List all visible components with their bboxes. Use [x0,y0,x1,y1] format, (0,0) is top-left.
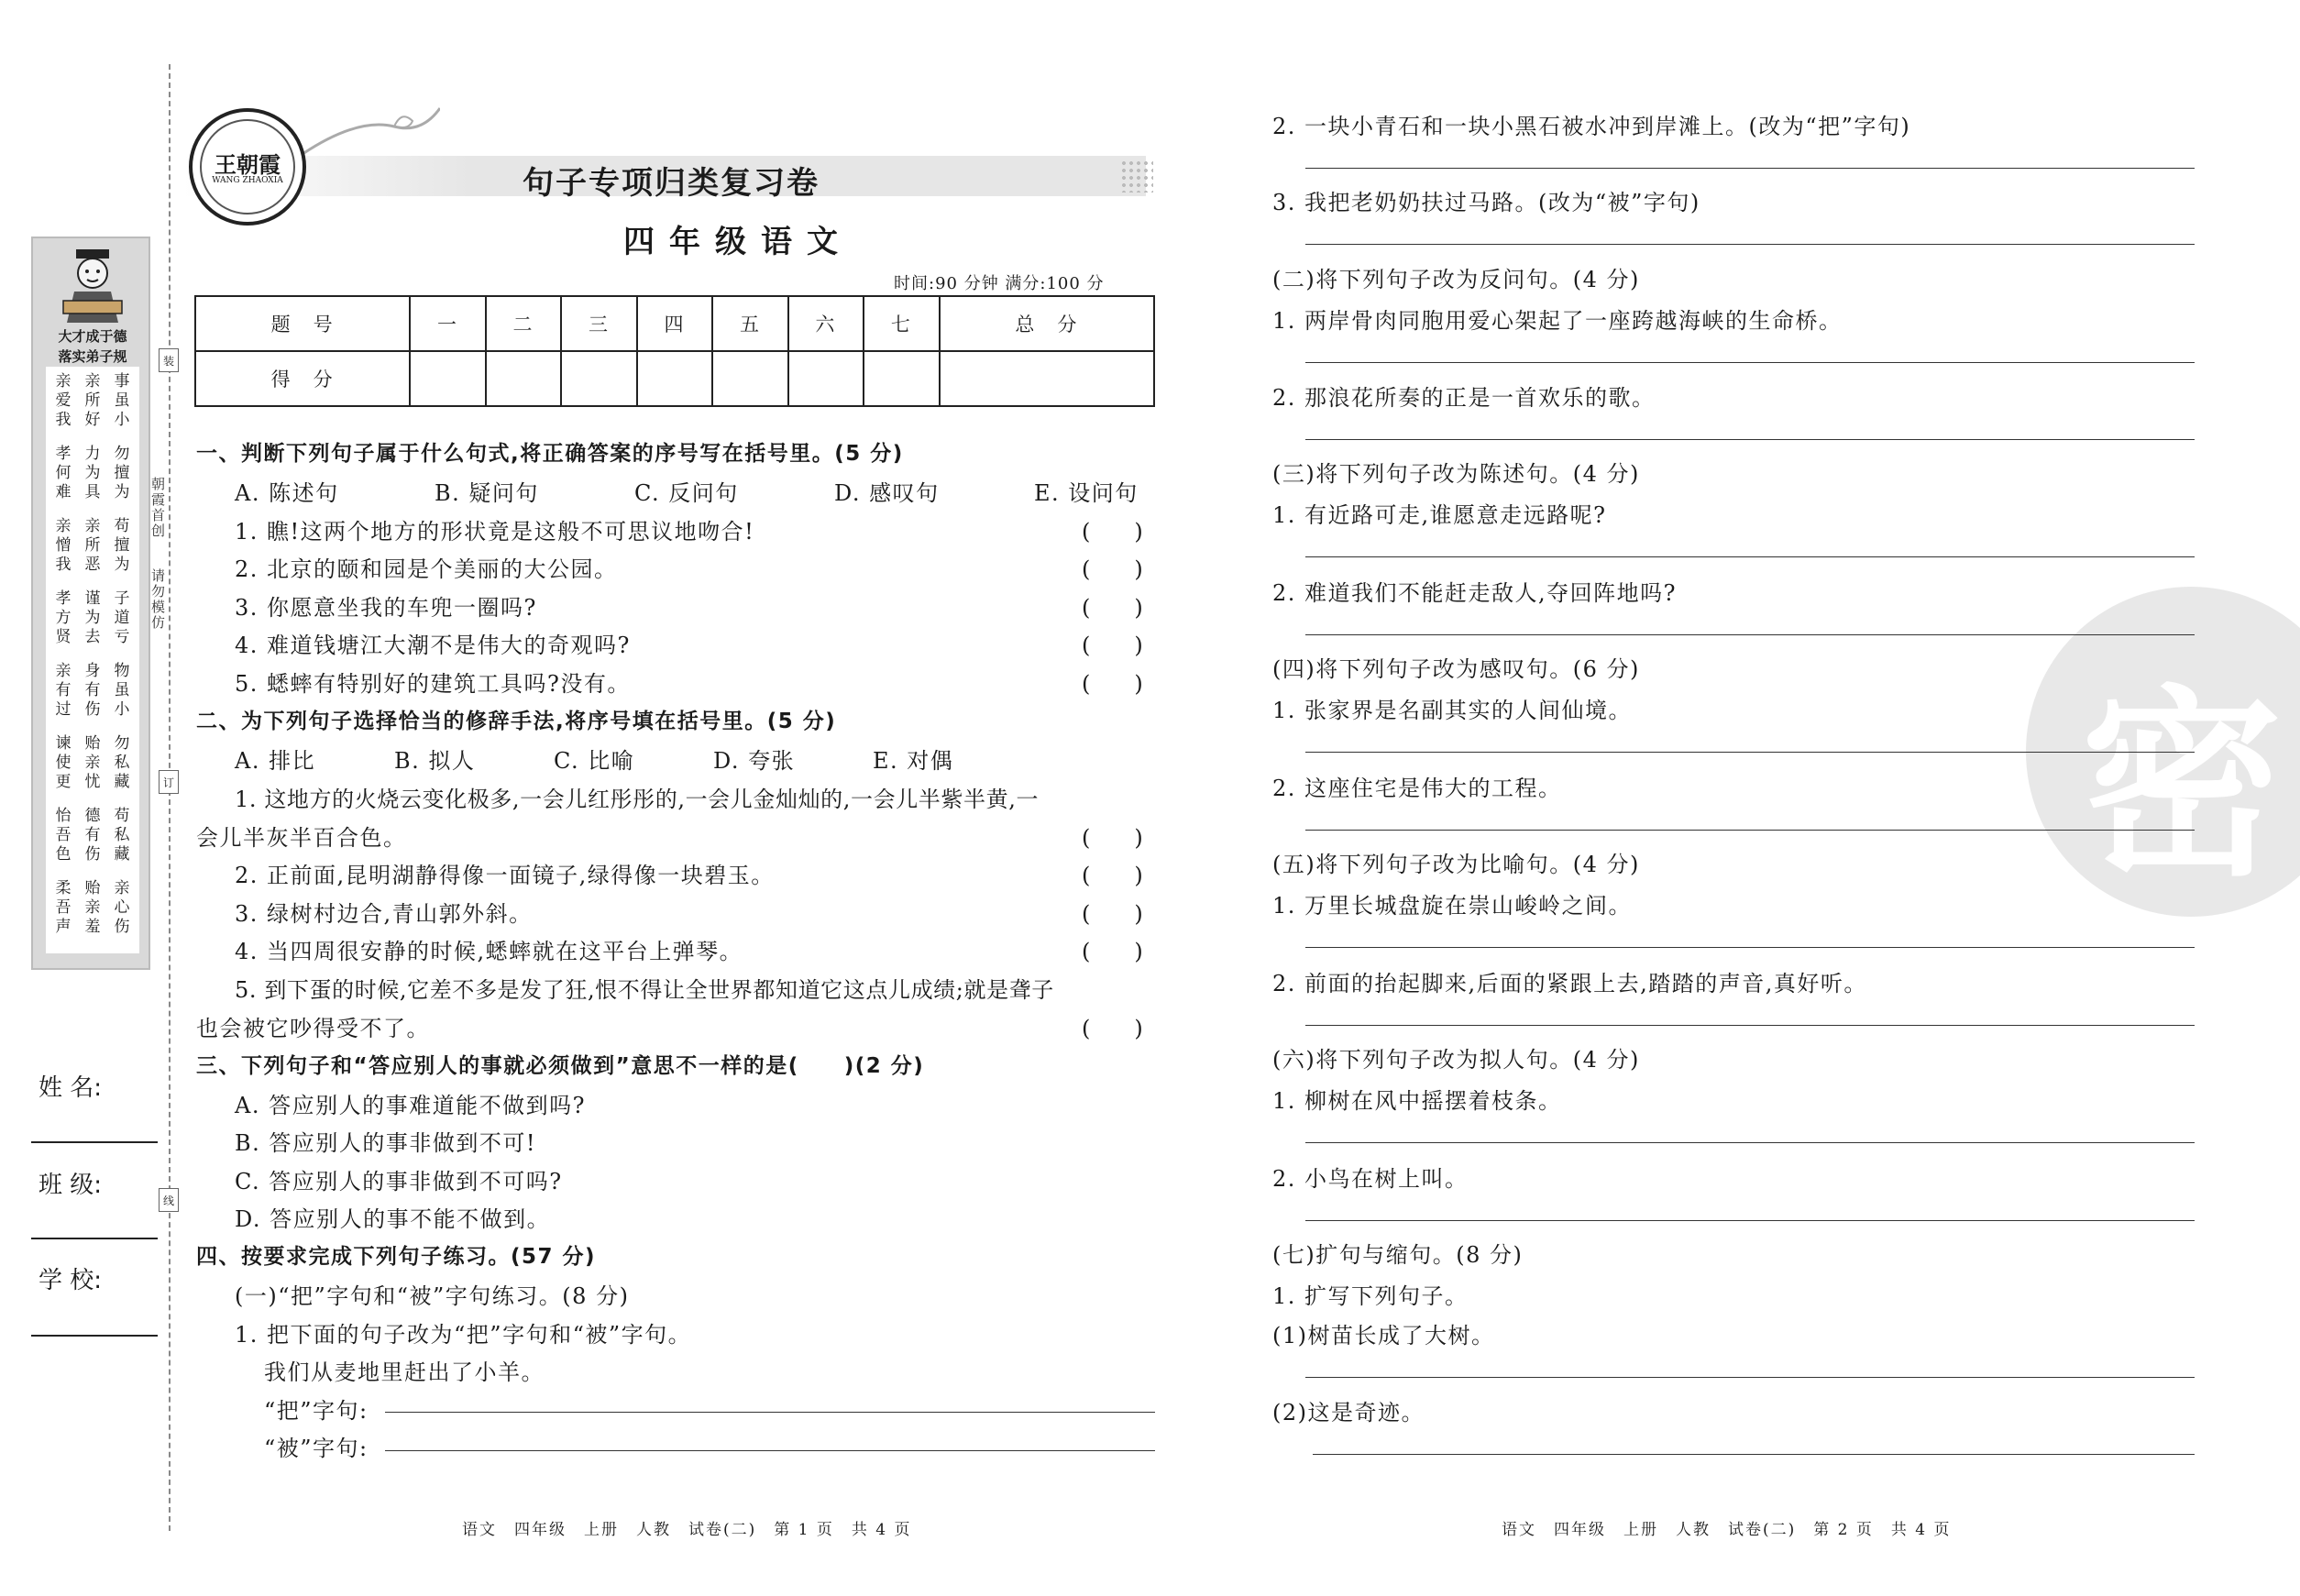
r-question: 2. 那浪花所奏的正是一首欢乐的歌。 [1272,385,1656,411]
s4-subheading: (一)“把”字句和“被”字句练习。(8 分) [235,1283,630,1309]
poem-column [82,445,104,502]
poem-char: 何 [55,464,72,482]
poem-char: 伤 [84,700,101,719]
school-label: 学 校: [39,1267,103,1294]
poem-char: 贻 [84,879,101,897]
poem-group [46,662,139,720]
poem-char: 私 [114,754,130,772]
s4-sentence: 我们从麦地里赶出了小羊。 [264,1359,545,1385]
binding-mark-2: 订 [159,770,179,794]
r-question: 1. 两岸骨肉同胞用爱心架起了一座跨越海峡的生命桥。 [1272,308,1843,334]
s1-question: 2. 北京的颐和园是个美丽的大公园。 [235,556,618,582]
banner-dots [1120,160,1153,193]
s3-option: A. 答应别人的事难道能不做到吗? [235,1093,586,1118]
poem-column [52,517,74,575]
vertical-note-1: 朝霞首创 [149,477,166,539]
score-header-cell: 六 [788,296,864,351]
ba-answer-line[interactable] [385,1412,1155,1413]
poem-group [46,734,139,792]
answer-line[interactable] [1305,947,2195,948]
score-header-cell: 四 [637,296,712,351]
poem-char: 亲 [55,662,72,680]
score-cell[interactable] [788,351,864,406]
s2-question-cont: 也会被它吵得受不了。 [196,1016,430,1041]
score-row-label: 得 分 [195,351,410,406]
poem-char: 过 [55,700,72,719]
s2-option: C. 比喻 [554,748,635,774]
answer-line[interactable] [1305,556,2195,557]
poem-char: 去 [84,628,101,646]
poem-char: 柔 [55,879,72,897]
poem-char: 使 [55,754,72,772]
poem-char: 苟 [114,807,130,825]
ribbon-decoration [303,99,440,163]
poem-char: 声 [55,918,72,936]
poem-column [82,807,104,864]
poem-group [46,807,139,864]
poem-char: 吾 [55,826,72,844]
r-question: 1. 张家界是名副其实的人间仙境。 [1272,698,1633,723]
answer-line[interactable] [1305,752,2195,753]
poem-char: 亲 [55,517,72,535]
brand-logo-text: 王朝霞 [215,151,281,178]
poem-column [82,734,104,792]
poem-char: 具 [84,483,101,501]
poem-char: 恶 [84,556,101,574]
poem-char: 有 [55,681,72,699]
r-subheading: (三)将下列句子改为陈述句。(4 分) [1272,461,1640,487]
name-field[interactable] [31,1141,158,1143]
answer-line[interactable] [1305,634,2195,635]
poem-char: 所 [84,536,101,555]
poem-column [82,372,104,430]
answer-line[interactable] [1305,830,2195,831]
s2-question: 3. 绿树村边合,青山郭外斜。 [235,901,533,927]
answer-paren[interactable]: ( ) [1082,671,1143,697]
answer-paren[interactable]: ( ) [1082,1016,1143,1041]
answer-line[interactable] [1305,1377,2195,1378]
poem-char: 亲 [84,372,101,391]
poem-char: 擅 [114,536,130,555]
score-header-cell: 一 [410,296,485,351]
r-subheading: (七)扩句与缩句。(8 分) [1272,1242,1524,1268]
answer-paren[interactable]: ( ) [1082,825,1143,851]
poem-column [111,662,133,720]
s1-option: D. 感叹句 [834,480,940,506]
motto-line-2: 落实弟子规 [58,348,127,365]
footer-right: 语文 四年级 上册 人教 试卷(二) 第 2 页 共 4 页 [1502,1521,1952,1539]
poem-column [82,879,104,937]
s1-question: 1. 瞧!这两个地方的形状竟是这般不可思议地吻合! [235,519,755,545]
s2-option: D. 夸张 [713,748,796,774]
secret-watermark: 密 [2026,587,2300,917]
score-header-cell: 三 [561,296,636,351]
poem-char: 勿 [114,734,130,753]
s2-question: 4. 当四周很安静的时候,蟋蟀就在这平台上弹琴。 [235,939,743,964]
s2-option: A. 排比 [235,748,316,774]
poem-group [46,589,139,647]
poem-column [52,734,74,792]
ba-label: “把”字句: [264,1398,369,1424]
poem-column [52,445,74,502]
s2-question: 1. 这地方的火烧云变化极多,一会儿红彤彤的,一会儿金灿灿的,一会儿半紫半黄,一 [235,787,1040,812]
answer-line[interactable] [1305,1025,2195,1026]
scholar-icon [56,246,129,325]
r-question: 1. 万里长城盘旋在崇山峻岭之间。 [1272,893,1633,919]
r-question: 2. 前面的抬起脚来,后面的紧跟上去,踏踏的声音,真好听。 [1272,971,1867,996]
time-info: 时间:90 分钟 满分:100 分 [894,274,1105,293]
r-question: (1)树苗长成了大树。 [1272,1323,1495,1348]
brand-logo-en: WANG ZHAOXIA [212,176,283,185]
poem-char: 有 [84,826,101,844]
section-1-heading: 一、判断下列句子属于什么句式,将正确答案的序号写在括号里。(5 分) [196,442,904,466]
poem-char: 亏 [114,628,130,646]
page-subtitle: 四年级语文 [623,224,853,260]
score-header-cell: 总 分 [940,296,1154,351]
poem-column [82,589,104,647]
score-cell[interactable] [940,351,1154,406]
score-cell[interactable] [561,351,636,406]
poem-char: 亲 [84,754,101,772]
poem-char: 羞 [84,918,101,936]
poem-column [52,589,74,647]
poem-char: 怡 [55,807,72,825]
poem-char: 孝 [55,589,72,608]
school-field[interactable] [31,1335,158,1337]
motto-line-1: 大才成于德 [58,328,127,345]
s2-question: 5. 到下蛋的时候,它差不多是发了狂,恨不得让全世界都知道它这点儿成绩;就是聋子 [235,977,1054,1003]
poem-char: 藏 [114,773,130,791]
poem-char: 事 [114,372,130,391]
answer-line[interactable] [1305,439,2195,440]
s3-option: B. 答应别人的事非做到不可! [235,1130,537,1156]
poem-char: 为 [84,609,101,627]
poem-group [46,879,139,937]
answer-paren[interactable]: ( ) [1082,556,1143,582]
poem-char: 心 [114,898,130,917]
answer-paren[interactable]: ( ) [1082,519,1143,545]
poem-column [111,372,133,430]
r-subheading: (二)将下列句子改为反问句。(4 分) [1272,267,1640,292]
poem-char: 谨 [84,589,101,608]
s2-question: 2. 正前面,昆明湖静得像一面镜子,绿得像一块碧玉。 [235,863,775,888]
poem-box [46,367,139,953]
answer-line[interactable] [1305,1220,2195,1221]
poem-char: 我 [55,411,72,429]
bei-label: “被”字句: [264,1436,369,1461]
poem-column [82,517,104,575]
poem-column [52,662,74,720]
s4-question: 1. 把下面的句子改为“把”字句和“被”字句。 [235,1322,692,1348]
s2-option: E. 对偶 [873,748,954,774]
r-subheading: (四)将下列句子改为感叹句。(6 分) [1272,656,1640,682]
score-cell[interactable] [486,351,561,406]
poem-char: 小 [114,411,130,429]
poem-char: 亲 [84,898,101,917]
answer-paren[interactable]: ( ) [1082,863,1143,888]
poem-char: 小 [114,700,130,719]
score-header-cell: 七 [864,296,939,351]
answer-paren[interactable]: ( ) [1082,901,1143,927]
score-cell[interactable] [712,351,787,406]
answer-line[interactable] [1305,244,2195,245]
poem-column [82,662,104,720]
sidebar-panel [31,237,150,970]
poem-char: 忧 [84,773,101,791]
poem-char: 亲 [55,372,72,391]
poem-char: 贻 [84,734,101,753]
poem-column [52,807,74,864]
score-table-header-row [195,296,1154,351]
poem-char: 爱 [55,391,72,410]
poem-char: 吾 [55,898,72,917]
poem-char: 好 [84,411,101,429]
vertical-note-2: 请勿模仿 [149,568,166,631]
score-header-cell: 二 [486,296,561,351]
poem-char: 有 [84,681,101,699]
poem-char: 道 [114,609,130,627]
poem-char: 贤 [55,628,72,646]
poem-char: 难 [55,483,72,501]
poem-char: 所 [84,391,101,410]
poem-char: 亲 [84,517,101,535]
r-subheading: (六)将下列句子改为拟人句。(4 分) [1272,1047,1640,1073]
poem-column [111,445,133,502]
bei-answer-line[interactable] [385,1450,1155,1451]
s2-question-cont: 会儿半灰半百合色。 [196,825,407,851]
answer-paren[interactable]: ( ) [1082,939,1143,964]
score-cell[interactable] [864,351,939,406]
answer-line[interactable] [1305,168,2195,169]
s1-option: B. 疑问句 [435,480,539,506]
answer-paren[interactable]: ( ) [1082,595,1143,621]
s1-option: A. 陈述句 [235,480,339,506]
s1-question: 5. 蟋蟀有特别好的建筑工具吗?没有。 [235,671,631,697]
poem-char: 勿 [114,445,130,463]
poem-char: 亲 [114,879,130,897]
poem-char: 藏 [114,845,130,864]
poem-char: 谏 [55,734,72,753]
binding-dashed-line [169,64,171,1531]
poem-char: 色 [55,845,72,864]
r-question: 1. 柳树在风中摇摆着枝条。 [1272,1088,1562,1114]
poem-column [52,372,74,430]
score-header-cell: 五 [712,296,787,351]
brand-logo [189,108,306,226]
s1-question: 3. 你愿意坐我的车兜一圈吗? [235,595,537,621]
answer-paren[interactable]: ( ) [1082,633,1143,658]
r-question: 1. 扩写下列句子。 [1272,1283,1469,1309]
binding-mark-3: 线 [159,1188,179,1212]
poem-char: 为 [84,464,101,482]
s1-question: 4. 难道钱塘江大潮不是伟大的奇观吗? [235,633,631,658]
poem-char: 憎 [55,536,72,555]
r-question: 2. 这座住宅是伟大的工程。 [1272,776,1562,801]
poem-group [46,445,139,502]
poem-char: 物 [114,662,130,680]
poem-char: 力 [84,445,101,463]
r-question: 2. 难道我们不能赶走敌人,夺回阵地吗? [1272,580,1678,606]
poem-char: 擅 [114,464,130,482]
poem-char: 伤 [114,918,130,936]
r-subheading: (五)将下列句子改为比喻句。(4 分) [1272,852,1640,877]
r-question: 1. 有近路可走,谁愿意走远路呢? [1272,502,1607,528]
poem-char: 我 [55,556,72,574]
poem-char: 虽 [114,391,130,410]
r-question: 2. 一块小青石和一块小黑石被水冲到岸滩上。(改为“把”字句) [1272,114,1911,139]
poem-char: 为 [114,483,130,501]
poem-char: 私 [114,826,130,844]
poem-column [111,589,133,647]
class-field[interactable] [31,1238,158,1239]
section-3-heading: 三、下列句子和“答应别人的事就必须做到”意思不一样的是( )(2 分) [196,1054,925,1078]
poem-column [52,879,74,937]
s1-option: E. 设问句 [1034,480,1139,506]
s3-option: D. 答应别人的事不能不做到。 [235,1206,551,1232]
poem-char: 德 [84,807,101,825]
poem-char: 更 [55,773,72,791]
section-2-heading: 二、为下列句子选择恰当的修辞手法,将序号填在括号里。(5 分) [196,710,837,733]
poem-column [111,807,133,864]
poem-char: 伤 [84,845,101,864]
answer-line[interactable] [1305,362,2195,363]
page-title: 句子专项归类复习卷 [523,165,820,202]
poem-char: 虽 [114,681,130,699]
score-cell[interactable] [637,351,712,406]
r-question: (2)这是奇迹。 [1272,1400,1425,1425]
poem-group [46,372,139,430]
answer-line[interactable] [1305,1142,2195,1143]
poem-column [111,517,133,575]
class-label: 班 级: [39,1172,103,1199]
section-4-heading: 四、按要求完成下列句子练习。(57 分) [196,1245,597,1269]
poem-char: 孝 [55,445,72,463]
s1-option: C. 反问句 [634,480,739,506]
poem-char: 为 [114,556,130,574]
score-table-score-row [195,351,1154,406]
binding-mark-1: 装 [159,348,179,372]
poem-column [111,879,133,937]
poem-column [111,734,133,792]
poem-char: 身 [84,662,101,680]
s3-option: C. 答应别人的事非做到不可吗? [235,1169,563,1194]
footer-left: 语文 四年级 上册 人教 试卷(二) 第 1 页 共 4 页 [462,1521,912,1539]
poem-group [46,517,139,575]
poem-char: 方 [55,609,72,627]
poem-char: 子 [114,589,130,608]
poem-char: 苟 [114,517,130,535]
score-header-cell: 题 号 [195,296,410,351]
answer-line[interactable] [1313,1454,2195,1455]
s2-option: B. 拟人 [394,748,476,774]
name-label: 姓 名: [39,1074,103,1102]
r-question: 3. 我把老奶奶扶过马路。(改为“被”字句) [1272,190,1700,215]
r-question: 2. 小鸟在树上叫。 [1272,1166,1469,1192]
score-table [194,295,1155,407]
score-cell[interactable] [410,351,485,406]
